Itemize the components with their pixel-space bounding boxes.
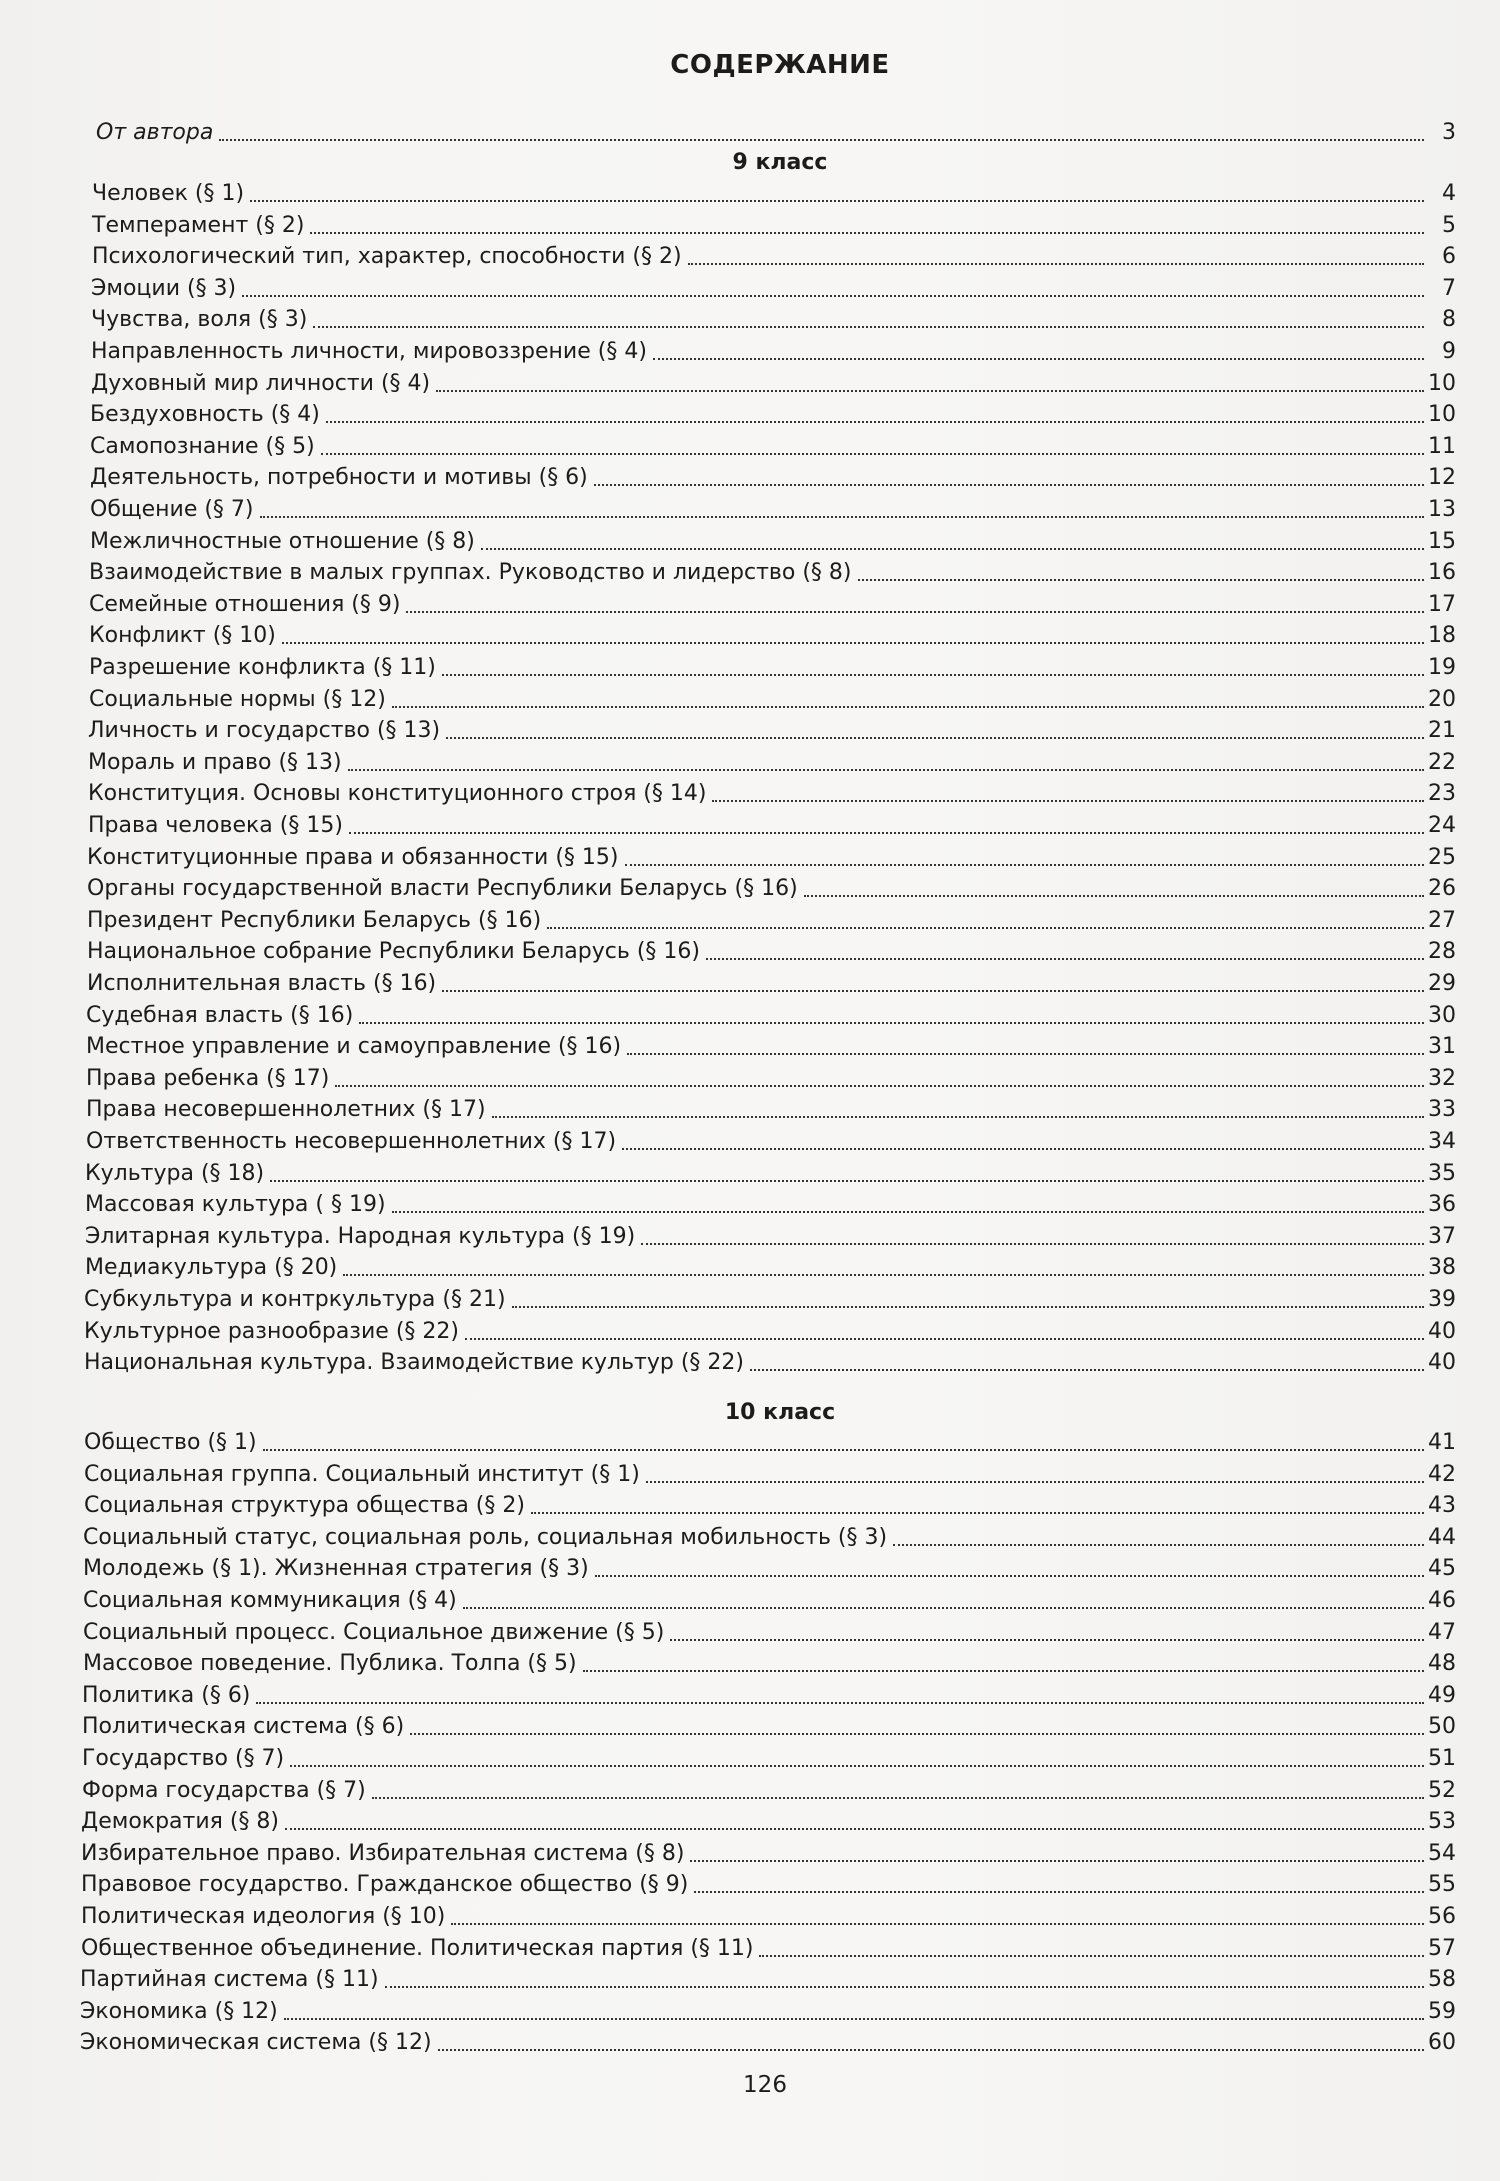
toc-entry	[84, 1346, 1456, 1376]
toc-entry-title: Взаимодействие в малых группах. Руководство и лидерство (§ 8)	[89, 560, 852, 586]
toc-entry-page: 51	[1428, 1746, 1456, 1771]
toc-entry-title: Массовое поведение. Публика. Толпа (§ 5)	[83, 1651, 577, 1677]
dot-leader	[313, 326, 1424, 328]
dot-leader	[712, 800, 1424, 802]
toc-entry-title: Деятельность, потребности и мотивы (§ 6)	[90, 465, 588, 491]
toc-entry-title: Права несовершеннолетних (§ 17)	[86, 1097, 486, 1123]
dot-leader	[706, 958, 1424, 960]
toc-entry-page: 41	[1428, 1430, 1456, 1455]
toc-entry-page: 29	[1428, 971, 1456, 996]
toc-entry-title: Национальная культура. Взаимодействие культур (§ 22)	[84, 1350, 744, 1376]
dot-leader	[463, 1607, 1424, 1609]
toc-entry-page: 48	[1428, 1651, 1456, 1677]
toc-entry	[80, 1995, 1456, 2025]
toc-entry-title: Массовая культура ( § 19)	[85, 1192, 386, 1218]
toc-entry-page: 8	[1442, 307, 1456, 333]
toc-entry	[86, 1030, 1456, 1060]
dot-leader	[256, 1702, 1424, 1704]
toc-entry-title: Органы государственной власти Республики Беларусь (§ 16)	[87, 876, 798, 902]
dot-leader	[438, 2049, 1424, 2051]
toc-entry-title: Демократия (§ 8)	[81, 1809, 280, 1835]
toc-entry	[81, 1868, 1456, 1898]
toc-entry	[89, 683, 1456, 713]
toc-entry-page: 27	[1428, 907, 1456, 933]
toc-entry-page: 44	[1428, 1524, 1456, 1550]
toc-entry-page: 30	[1428, 1002, 1456, 1028]
toc-entry	[84, 1458, 1456, 1488]
toc-entry-title: Государство (§ 7)	[82, 1746, 285, 1771]
toc-entry-title: Психологический тип, характер, способности (§ 2)	[92, 244, 682, 270]
toc-entry-title: Экономическая система (§ 12)	[80, 2030, 432, 2056]
toc-entry	[81, 1837, 1456, 1867]
dot-leader	[410, 1733, 1424, 1735]
toc-entry	[83, 1584, 1456, 1614]
toc-entry	[92, 177, 1456, 207]
toc-entry-page: 26	[1428, 876, 1456, 902]
toc-entry	[80, 2026, 1456, 2056]
dot-leader	[547, 927, 1424, 929]
toc-entry	[82, 1774, 1456, 1804]
toc-entry-page: 46	[1428, 1588, 1456, 1613]
toc-entry	[86, 1062, 1456, 1092]
dot-leader	[250, 200, 1424, 202]
toc-entry-page: 31	[1428, 1034, 1456, 1060]
toc-entry	[87, 904, 1456, 934]
toc-entry-page: 36	[1428, 1192, 1456, 1218]
toc-entry-title: Духовный мир личности (§ 4)	[91, 370, 431, 396]
dot-leader	[321, 453, 1424, 455]
dot-leader	[893, 1544, 1424, 1546]
dot-leader	[442, 674, 1424, 676]
toc-entry-page: 37	[1428, 1223, 1456, 1249]
toc-entry-page: 52	[1428, 1777, 1456, 1803]
toc-entry-title: Правовое государство. Гражданское общество (§ 9)	[81, 1872, 689, 1898]
toc-entry-page: 55	[1428, 1872, 1456, 1898]
toc-entry-title: Элитарная культура. Народная культура (§ 19)	[85, 1223, 636, 1249]
toc-entry-title: Социальный статус, социальная роль, социальная мобильность (§ 3)	[83, 1524, 888, 1550]
toc-entry-page: 58	[1428, 1967, 1456, 1993]
toc-entry	[89, 556, 1456, 586]
toc-entry-title: От автора	[96, 120, 214, 145]
toc-entry	[87, 967, 1456, 997]
toc-entry-page: 20	[1428, 686, 1456, 712]
toc-entry-title: Политика (§ 6)	[82, 1682, 251, 1708]
dot-leader	[595, 1575, 1424, 1577]
dot-leader	[465, 1338, 1424, 1340]
toc-entry-title: Социальный процесс. Социальное движение (§ 5)	[83, 1619, 665, 1645]
toc-entry	[84, 1315, 1456, 1345]
toc-entry-page: 15	[1428, 528, 1456, 554]
toc-entry-title: Права человека (§ 15)	[88, 813, 343, 838]
toc-entry-page: 35	[1428, 1160, 1456, 1186]
dot-leader	[343, 1274, 1424, 1276]
toc-entry	[87, 841, 1456, 871]
toc-entry-title: Мораль и право (§ 13)	[88, 749, 342, 775]
toc-entry-page: 34	[1428, 1129, 1456, 1154]
toc-entry-title: Национальное собрание Республики Беларусь (§ 16)	[87, 939, 700, 965]
toc-entry-title: Политическая система (§ 6)	[82, 1714, 405, 1740]
toc-entry-title: Форма государства (§ 7)	[82, 1777, 366, 1803]
toc-entry-title: Семейные отношения (§ 9)	[89, 591, 401, 617]
toc-entry-page: 23	[1428, 781, 1456, 807]
dot-leader	[641, 1243, 1424, 1245]
toc-entry-page: 10	[1428, 370, 1456, 396]
dot-leader	[594, 484, 1424, 486]
toc-entry	[84, 1426, 1456, 1456]
toc-entry-page: 28	[1428, 939, 1456, 965]
class-section-heading: 10 класс	[724, 1400, 836, 1425]
toc-entry-title: Права ребенка (§ 17)	[86, 1065, 330, 1091]
toc-entry-title: Человек (§ 1)	[92, 181, 245, 206]
toc-entry-title: Медиакультура (§ 20)	[85, 1255, 338, 1281]
toc-entry-title: Чувства, воля (§ 3)	[91, 307, 308, 333]
dot-leader	[270, 1180, 1424, 1182]
toc-entry-title: Направленность личности, мировоззрение (§ 4)	[91, 339, 647, 364]
toc-entry-title: Конституция. Основы конституционного строя (§ 14)	[88, 781, 707, 807]
toc-entry	[80, 1963, 1456, 1993]
toc-entry	[81, 1805, 1456, 1835]
dot-leader	[451, 1923, 1424, 1925]
toc-entry-page: 16	[1428, 560, 1456, 586]
dot-leader	[694, 1891, 1424, 1893]
toc-entry-title: Общество (§ 1)	[84, 1430, 257, 1455]
toc-entry	[82, 1742, 1456, 1772]
toc-entry	[83, 1647, 1456, 1677]
toc-entry	[85, 1157, 1456, 1187]
dot-leader	[385, 1986, 1424, 1988]
dot-leader	[625, 864, 1425, 866]
toc-entry	[88, 746, 1456, 776]
toc-entry	[91, 303, 1456, 333]
dot-leader	[406, 611, 1424, 613]
toc-entry	[90, 398, 1456, 428]
toc-entry-page: 49	[1428, 1682, 1456, 1708]
toc-entry	[91, 335, 1456, 365]
toc-entry-title: Местное управление и самоуправление (§ 16)	[86, 1034, 622, 1060]
dot-leader	[622, 1148, 1424, 1150]
toc-entry	[87, 872, 1456, 902]
toc-entry-page: 50	[1428, 1714, 1456, 1740]
toc-entry	[82, 1679, 1456, 1709]
toc-entry-title: Судебная власть (§ 16)	[86, 1002, 354, 1028]
toc-entry-page: 57	[1428, 1935, 1456, 1961]
dot-leader	[335, 1085, 1424, 1087]
toc-entry-title: Социальная структура общества (§ 2)	[84, 1493, 525, 1519]
toc-entry-page: 19	[1428, 655, 1456, 680]
toc-entry-page: 54	[1428, 1840, 1456, 1866]
toc-entry-page: 4	[1442, 181, 1456, 206]
dot-leader	[349, 832, 1424, 834]
dot-leader	[282, 642, 1424, 644]
toc-entry-page: 47	[1428, 1619, 1456, 1645]
dot-leader	[759, 1955, 1424, 1957]
toc-entry	[90, 461, 1456, 491]
toc-entry	[89, 588, 1456, 618]
dot-leader	[670, 1639, 1424, 1641]
toc-entry	[91, 272, 1456, 302]
dot-leader	[583, 1670, 1424, 1672]
dot-leader	[653, 358, 1424, 360]
toc-entry-title: Бездуховность (§ 4)	[90, 402, 320, 428]
dot-leader	[750, 1369, 1424, 1371]
dot-leader	[531, 1512, 1424, 1514]
toc-entry-title: Культура (§ 18)	[85, 1160, 265, 1186]
toc-entry	[83, 1552, 1456, 1582]
toc-entry-title: Конфликт (§ 10)	[89, 623, 276, 649]
toc-entry	[84, 1489, 1456, 1519]
toc-entry-page: 11	[1428, 433, 1456, 459]
dot-leader	[688, 263, 1424, 265]
toc-entry-page: 6	[1442, 244, 1456, 270]
toc-entry-page: 38	[1428, 1255, 1456, 1281]
dot-leader	[285, 1828, 1424, 1830]
toc-entry-title: Социальные нормы (§ 12)	[89, 686, 386, 712]
dot-leader	[348, 769, 1424, 771]
toc-entry-title: Политическая идеология (§ 10)	[81, 1904, 446, 1929]
toc-entry	[86, 999, 1456, 1029]
dot-leader	[242, 295, 1424, 297]
toc-entry-page: 56	[1428, 1904, 1456, 1929]
toc-entry-page: 40	[1428, 1318, 1456, 1344]
toc-entry-title: Конституционные права и обязанности (§ 15)	[87, 844, 619, 870]
dot-leader	[359, 1022, 1424, 1024]
toc-entry-page: 59	[1428, 1998, 1456, 2024]
toc-entry-title: Ответственность несовершеннолетних (§ 17)	[86, 1129, 617, 1154]
toc-entry-page: 3	[1442, 120, 1456, 145]
toc-entry	[90, 493, 1456, 523]
toc-entry-title: Исполнительная власть (§ 16)	[87, 971, 437, 996]
toc-entry	[84, 1283, 1456, 1313]
dot-leader	[260, 516, 1424, 518]
dot-leader	[492, 1116, 1424, 1118]
toc-entry-title: Общественное объединение. Политическая партия (§ 11)	[81, 1935, 754, 1961]
toc-entry-title: Избирательное право. Избирательная система (§ 8)	[81, 1840, 685, 1866]
toc-entry	[83, 1616, 1456, 1646]
class-section-heading: 9 класс	[732, 150, 828, 175]
toc-entry	[96, 116, 1456, 146]
toc-entry-page: 53	[1428, 1809, 1456, 1835]
toc-entry-page: 32	[1428, 1065, 1456, 1091]
toc-entry-page: 13	[1428, 497, 1456, 522]
toc-entry-page: 60	[1428, 2030, 1456, 2056]
dot-leader	[627, 1053, 1424, 1055]
toc-entry	[90, 525, 1456, 555]
toc-entry	[86, 1125, 1456, 1155]
dot-leader	[512, 1306, 1424, 1308]
toc-entry-title: Социальная коммуникация (§ 4)	[83, 1588, 457, 1613]
dot-leader	[690, 1860, 1424, 1862]
toc-entry-title: Общение (§ 7)	[90, 497, 254, 522]
toc-entry	[92, 209, 1456, 239]
dot-leader	[804, 895, 1424, 897]
toc-entry-title: Самопознание (§ 5)	[90, 433, 315, 459]
page-number: 126	[743, 2072, 787, 2098]
toc-entry-page: 21	[1428, 718, 1456, 744]
dot-leader	[442, 990, 1424, 992]
toc-entry-title: Субкультура и контркультура (§ 21)	[84, 1287, 506, 1312]
dot-leader	[646, 1481, 1424, 1483]
toc-entry-title: Президент Республики Беларусь (§ 16)	[87, 907, 542, 933]
toc-entry	[92, 240, 1456, 270]
toc-entry-page: 42	[1428, 1461, 1456, 1487]
toc-entry	[89, 651, 1456, 681]
toc-entry-page: 12	[1428, 465, 1456, 491]
toc-entry	[91, 367, 1456, 397]
toc-entry	[86, 1093, 1456, 1123]
toc-entry	[88, 777, 1456, 807]
toc-entry-title: Эмоции (§ 3)	[91, 275, 237, 301]
page-title: СОДЕРЖАНИЕ	[670, 50, 890, 80]
toc-entry-page: 17	[1428, 591, 1456, 617]
toc-entry	[87, 935, 1456, 965]
toc-entry	[89, 619, 1456, 649]
dot-leader	[372, 1797, 1424, 1799]
toc-entry-title: Личность и государство (§ 13)	[88, 718, 441, 744]
toc-entry	[81, 1900, 1456, 1930]
toc-entry	[82, 1710, 1456, 1740]
toc-entry	[90, 430, 1456, 460]
toc-entry-page: 24	[1428, 813, 1456, 838]
dot-leader	[219, 139, 1424, 141]
toc-entry-page: 18	[1428, 623, 1456, 649]
toc-entry	[81, 1932, 1456, 1962]
dot-leader	[263, 1449, 1424, 1451]
toc-entry-page: 7	[1442, 275, 1456, 301]
toc-entry-page: 40	[1428, 1350, 1456, 1376]
dot-leader	[446, 737, 1424, 739]
dot-leader	[436, 390, 1424, 392]
toc-entry-page: 33	[1428, 1097, 1456, 1123]
toc-entry-title: Разрешение конфликта (§ 11)	[89, 655, 436, 680]
toc-entry-page: 39	[1428, 1287, 1456, 1312]
toc-entry	[88, 809, 1456, 839]
dot-leader	[310, 232, 1424, 234]
dot-leader	[392, 706, 1424, 708]
toc-entry-title: Темперамент (§ 2)	[92, 212, 305, 238]
dot-leader	[481, 548, 1424, 550]
toc-entry-page: 25	[1428, 844, 1456, 870]
dot-leader	[290, 1765, 1424, 1767]
toc-entry	[85, 1220, 1456, 1250]
toc-entry-page: 10	[1428, 402, 1456, 428]
toc-entry-title: Молодежь (§ 1). Жизненная стратегия (§ 3)	[83, 1556, 589, 1582]
toc-entry-page: 43	[1428, 1493, 1456, 1519]
toc-entry-page: 22	[1428, 749, 1456, 775]
toc-entry-title: Экономика (§ 12)	[80, 1998, 278, 2024]
toc-entry	[85, 1251, 1456, 1281]
dot-leader	[858, 579, 1424, 581]
dot-leader	[326, 421, 1424, 423]
toc-entry	[85, 1188, 1456, 1218]
dot-leader	[392, 1211, 1424, 1213]
toc-entry-page: 9	[1442, 339, 1456, 364]
toc-entry	[83, 1521, 1456, 1551]
toc-entry-page: 5	[1442, 212, 1456, 238]
toc-entry-title: Культурное разнообразие (§ 22)	[84, 1318, 459, 1344]
dot-leader	[284, 2018, 1424, 2020]
toc-entry	[88, 714, 1456, 744]
toc-entry-title: Партийная система (§ 11)	[80, 1967, 379, 1993]
toc-entry-title: Социальная группа. Социальный институт (§ 1)	[84, 1461, 640, 1487]
toc-entry-page: 45	[1428, 1556, 1456, 1582]
toc-entry-title: Межличностные отношение (§ 8)	[90, 528, 475, 554]
